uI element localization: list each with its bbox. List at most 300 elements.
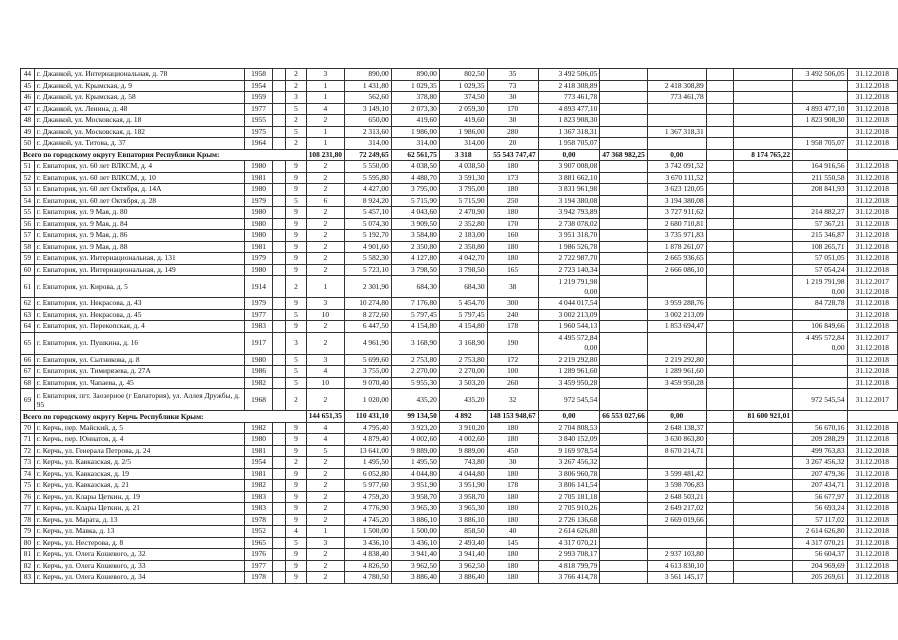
year-cell: 1979 <box>244 298 273 310</box>
cost-cell <box>706 321 733 333</box>
cost-fund-cell: 1 853 694,47 <box>647 321 706 333</box>
blank-cell <box>273 69 286 81</box>
blank-cell <box>273 138 286 150</box>
cost-cell <box>733 161 792 173</box>
cost-cell <box>600 514 648 526</box>
deadline-line-1: 31.12.2017 <box>855 276 889 286</box>
total-date-cell <box>793 149 848 161</box>
cost-cell <box>600 572 648 584</box>
cost-cell <box>600 115 648 127</box>
row-number-cell: 61 <box>21 276 35 298</box>
row-number-cell: 67 <box>21 366 35 378</box>
blank-cell <box>273 161 286 173</box>
deadline-cell <box>847 332 897 354</box>
year-cell: 1952 <box>244 526 273 538</box>
cost-fund-cell: 1 878 261,07 <box>647 241 706 253</box>
table-row <box>21 549 898 561</box>
cost-total-cell: 3 907 008,08 <box>538 161 600 173</box>
floors-cell: 9 <box>286 161 306 173</box>
area-residential-cell: 2 352,80 <box>439 218 487 230</box>
floors-cell: 9 <box>286 184 306 196</box>
subtotal-label: Всего по городскому округу Евпатория Республики Крым: <box>21 149 307 161</box>
table-row <box>21 526 898 538</box>
row-number-cell: 60 <box>21 264 35 276</box>
cost-total-cell: 1 823 908,30 <box>538 115 600 127</box>
floors-cell: 9 <box>286 572 306 584</box>
cost-total-cell: 2 993 708,17 <box>538 549 600 561</box>
area-living-cell: 2 753,80 <box>391 354 439 366</box>
cost-cell <box>706 207 733 219</box>
blank-cell <box>273 572 286 584</box>
cost-total-cell: 4 317 070,21 <box>538 537 600 549</box>
floors-cell: 5 <box>286 309 306 321</box>
blank-cell <box>273 115 286 127</box>
floors-cell: 2 <box>286 138 306 150</box>
cost-cell <box>600 230 648 242</box>
cost-cell <box>733 434 792 446</box>
area-living-cell: 3 958,70 <box>391 491 439 503</box>
residents-cell: 450 <box>487 445 538 457</box>
cost-total-line-2: 0,00 <box>584 343 598 352</box>
table-row <box>21 503 898 515</box>
row-number-cell: 51 <box>21 161 35 173</box>
floors-cell: 5 <box>286 537 306 549</box>
area-residential-cell: 374,50 <box>439 92 487 104</box>
area-total-cell: 5 074,30 <box>344 218 391 230</box>
cost-cell <box>600 138 648 150</box>
cost-total-cell: 1 289 961,60 <box>538 366 600 378</box>
area-residential-cell: 2 470,90 <box>439 207 487 219</box>
cost-owner-cell: 56 604,37 <box>793 549 848 561</box>
residents-cell: 100 <box>487 366 538 378</box>
address-cell: г. Евпатория, ул. 60 лет ВЛКСМ, д. 4 <box>34 161 244 173</box>
area-living-cell: 4 043,60 <box>391 207 439 219</box>
blank-cell <box>273 457 286 469</box>
cost-owner-cell: 207 434,71 <box>793 480 848 492</box>
cost-cell <box>600 332 648 354</box>
cost-cell <box>733 377 792 389</box>
cost-total-cell: 1 367 318,31 <box>538 126 600 138</box>
row-number-cell: 58 <box>21 241 35 253</box>
cost-fund-cell <box>647 69 706 81</box>
area-total-cell: 5 699,60 <box>344 354 391 366</box>
cost-cell <box>706 366 733 378</box>
row-number-cell: 68 <box>21 377 35 389</box>
area-total-cell: 5 550,00 <box>344 161 391 173</box>
area-residential-cell: 3 795,00 <box>439 184 487 196</box>
area-total-cell: 4 838,40 <box>344 549 391 561</box>
deadline-cell <box>847 276 897 298</box>
blank-cell <box>273 389 286 411</box>
entrances-cell: 1 <box>306 126 344 138</box>
area-living-cell: 1 986,00 <box>391 126 439 138</box>
table-row <box>21 298 898 310</box>
area-living-cell: 4 127,80 <box>391 253 439 265</box>
area-living-cell: 3 795,00 <box>391 184 439 196</box>
floors-cell: 9 <box>286 218 306 230</box>
cost-cell <box>733 560 792 572</box>
table-row <box>21 253 898 265</box>
cost-cell <box>706 354 733 366</box>
entrances-cell: 1 <box>306 526 344 538</box>
deadline-cell: 31.12.2018 <box>847 69 897 81</box>
cost-total-cell: 4 044 017,54 <box>538 298 600 310</box>
area-total-cell: 4 901,60 <box>344 241 391 253</box>
cost-total-cell: 2 704 808,53 <box>538 422 600 434</box>
area-living-cell: 9 889,00 <box>391 445 439 457</box>
area-total-cell: 8 272,60 <box>344 309 391 321</box>
table-row <box>21 354 898 366</box>
entrances-cell: 4 <box>306 422 344 434</box>
area-living-cell: 5 797,45 <box>391 309 439 321</box>
residents-cell: 160 <box>487 230 538 242</box>
area-residential-cell: 2 270,00 <box>439 366 487 378</box>
area-living-cell: 435,20 <box>391 389 439 411</box>
residents-cell: 20 <box>487 138 538 150</box>
year-cell: 1977 <box>244 560 273 572</box>
year-cell: 1986 <box>244 366 273 378</box>
cost-owner-cell: 214 882,27 <box>793 207 848 219</box>
cost-fund-cell: 2 649 217,02 <box>647 503 706 515</box>
area-total-cell: 4 780,50 <box>344 572 391 584</box>
entrances-cell: 2 <box>306 549 344 561</box>
row-number-cell: 72 <box>21 445 35 457</box>
address-cell: г. Евпатория, ул. Интернациональная, д. 149 <box>34 264 244 276</box>
area-total-cell: 6 447,50 <box>344 321 391 333</box>
address-cell: г. Керчь, ул. Олега Кошевого, д. 33 <box>34 560 244 572</box>
entrances-cell: 2 <box>306 207 344 219</box>
cost-cell <box>706 572 733 584</box>
deadline-cell: 31.12.2018 <box>847 526 897 538</box>
cost-cell <box>706 103 733 115</box>
cost-total-cell: 3 267 456,32 <box>538 457 600 469</box>
blank-cell <box>273 241 286 253</box>
table-row <box>21 572 898 584</box>
floors-cell: 9 <box>286 549 306 561</box>
blank-cell <box>273 207 286 219</box>
year-cell: 1954 <box>244 457 273 469</box>
residents-cell: 180 <box>487 514 538 526</box>
floors-cell: 9 <box>286 321 306 333</box>
cost-fund-cell: 8 670 214,71 <box>647 445 706 457</box>
cost-cell <box>600 560 648 572</box>
area-living-cell: 3 951,90 <box>391 480 439 492</box>
cost-cell <box>600 434 648 446</box>
area-residential-cell: 9 889,00 <box>439 445 487 457</box>
cost-cell <box>733 480 792 492</box>
deadline-cell: 31.12.2018 <box>847 366 897 378</box>
entrances-cell: 2 <box>306 389 344 411</box>
blank-cell <box>273 480 286 492</box>
year-cell: 1983 <box>244 503 273 515</box>
row-number-cell: 81 <box>21 549 35 561</box>
address-cell: г. Евпатория, пгт. Заозерное (г Евпатория), ул. Аллея Дружбы, д. 95 <box>34 389 244 411</box>
address-cell: г. Керчь, ул. Кавказская, д. 21 <box>34 480 244 492</box>
residents-cell: 38 <box>487 276 538 298</box>
area-living-cell: 3 962,50 <box>391 560 439 572</box>
total-area-cell: 99 134,50 <box>391 411 439 423</box>
floors-cell: 9 <box>286 207 306 219</box>
deadline-cell: 31.12.2018 <box>847 298 897 310</box>
area-total-cell: 314,00 <box>344 138 391 150</box>
row-number-cell: 71 <box>21 434 35 446</box>
cost-fund-cell: 1 367 318,31 <box>647 126 706 138</box>
blank-cell <box>273 377 286 389</box>
address-cell: г. Керчь, ул. Олега Кошевого, д. 32 <box>34 549 244 561</box>
cost-total-cell: 3 806 960,78 <box>538 468 600 480</box>
cost-cell <box>600 309 648 321</box>
cost-cell <box>706 537 733 549</box>
cost-owner-cell: 2 614 626,80 <box>793 526 848 538</box>
cost-total-cell: 3 492 506,05 <box>538 69 600 81</box>
area-total-cell: 4 427,00 <box>344 184 391 196</box>
area-living-cell: 5 715,90 <box>391 195 439 207</box>
row-number-cell: 83 <box>21 572 35 584</box>
cost-cell <box>733 366 792 378</box>
floors-cell: 2 <box>286 80 306 92</box>
table-row <box>21 184 898 196</box>
cost-owner-cell: 56 693,24 <box>793 503 848 515</box>
entrances-cell: 2 <box>306 172 344 184</box>
deadline-line-2: 31.12.2018 <box>855 343 889 352</box>
year-cell: 1977 <box>244 309 273 321</box>
area-residential-cell: 419,60 <box>439 115 487 127</box>
cost-cell <box>733 445 792 457</box>
area-residential-cell: 802,50 <box>439 69 487 81</box>
cost-owner-cell: 57 367,21 <box>793 218 848 230</box>
area-living-cell: 3 941,40 <box>391 549 439 561</box>
cost-fund-cell: 2 219 292,80 <box>647 354 706 366</box>
cost-owner-line-1: 4 495 572,84 <box>805 333 845 342</box>
address-cell: г. Керчь, ул. Нестерова, д. 8 <box>34 537 244 549</box>
deadline-line-1: 31.12.2017 <box>855 333 889 342</box>
floors-cell: 2 <box>286 69 306 81</box>
table-row <box>21 172 898 184</box>
blank-cell <box>273 230 286 242</box>
residents-cell: 30 <box>487 457 538 469</box>
deadline-cell: 31.12.2018 <box>847 309 897 321</box>
entrances-cell: 5 <box>306 445 344 457</box>
area-residential-cell: 684,30 <box>439 276 487 298</box>
cost-cell <box>600 80 648 92</box>
area-residential-cell: 4 002,60 <box>439 434 487 446</box>
total-residents-cell: 3 318 <box>439 149 487 161</box>
cost-cell <box>733 218 792 230</box>
entrances-cell: 2 <box>306 241 344 253</box>
table-row <box>21 537 898 549</box>
row-number-cell: 44 <box>21 69 35 81</box>
cost-fund-cell: 2 666 086,10 <box>647 264 706 276</box>
area-residential-cell: 4 044,80 <box>439 468 487 480</box>
cost-cell <box>733 389 792 411</box>
cost-fund-cell: 2 648 503,21 <box>647 491 706 503</box>
year-cell: 1978 <box>244 572 273 584</box>
entrances-cell: 2 <box>306 264 344 276</box>
cost-cell <box>706 264 733 276</box>
area-total-cell: 4 745,20 <box>344 514 391 526</box>
cost-cell <box>733 184 792 196</box>
area-residential-cell: 435,20 <box>439 389 487 411</box>
row-number-cell: 48 <box>21 115 35 127</box>
cost-fund-cell: 3 459 950,28 <box>647 377 706 389</box>
cost-cell <box>733 172 792 184</box>
cost-owner-cell <box>793 195 848 207</box>
blank-cell <box>273 366 286 378</box>
entrances-cell: 4 <box>306 103 344 115</box>
cost-cell <box>706 457 733 469</box>
residents-cell: 145 <box>487 537 538 549</box>
cost-fund-cell <box>647 138 706 150</box>
residents-cell: 170 <box>487 218 538 230</box>
blank-cell <box>273 560 286 572</box>
area-residential-cell: 3 941,40 <box>439 549 487 561</box>
address-cell: г. Евпатория, ул. Сытникова, д. 8 <box>34 354 244 366</box>
address-cell: г. Керчь, ул. Марата, д. 13 <box>34 514 244 526</box>
area-residential-cell: 2 183,00 <box>439 230 487 242</box>
cost-fund-cell <box>647 457 706 469</box>
entrances-cell: 2 <box>306 572 344 584</box>
floors-cell: 9 <box>286 264 306 276</box>
area-residential-cell: 3 886,10 <box>439 514 487 526</box>
cost-total-cell: 3 806 141,54 <box>538 480 600 492</box>
area-residential-cell: 3 962,50 <box>439 560 487 572</box>
cost-total-cell: 2 219 292,80 <box>538 354 600 366</box>
cost-cell <box>647 389 706 411</box>
row-number-cell: 74 <box>21 468 35 480</box>
residents-cell: 30 <box>487 115 538 127</box>
blank-cell <box>273 103 286 115</box>
area-living-cell: 3 436,10 <box>391 537 439 549</box>
cost-fund-cell <box>647 115 706 127</box>
table-row <box>21 103 898 115</box>
address-cell: г. Керчь, ул. Кавказская, д. 2/5 <box>34 457 244 469</box>
cost-cell <box>600 526 648 538</box>
entrances-cell: 2 <box>306 457 344 469</box>
row-number-cell: 54 <box>21 195 35 207</box>
entrances-cell: 3 <box>306 69 344 81</box>
year-cell: 1914 <box>244 276 273 298</box>
cost-cell <box>733 422 792 434</box>
cost-cell <box>733 503 792 515</box>
cost-cell <box>733 80 792 92</box>
year-cell: 1983 <box>244 321 273 333</box>
year-cell: 1979 <box>244 195 273 207</box>
residents-cell: 178 <box>487 480 538 492</box>
total-cost-cell <box>706 411 733 423</box>
entrances-cell: 3 <box>306 537 344 549</box>
entrances-cell: 2 <box>306 230 344 242</box>
area-residential-cell: 858,50 <box>439 526 487 538</box>
area-residential-cell: 3 951,90 <box>439 480 487 492</box>
area-total-cell: 10 274,80 <box>344 298 391 310</box>
table-row <box>21 161 898 173</box>
area-residential-cell: 4 154,80 <box>439 321 487 333</box>
total-area-cell: 108 231,80 <box>306 149 344 161</box>
cost-total-line-1: 4 495 572,84 <box>558 333 598 342</box>
deadline-cell: 31.12.2018 <box>847 422 897 434</box>
cost-total-cell: 2 614 626,80 <box>538 526 600 538</box>
cost-total-cell: 3 951 318,70 <box>538 230 600 242</box>
cost-cell <box>733 332 792 354</box>
row-number-cell: 65 <box>21 332 35 354</box>
area-living-cell: 3 886,10 <box>391 514 439 526</box>
cost-fund-cell: 773 461,78 <box>647 92 706 104</box>
cost-fund-cell: 4 613 830,10 <box>647 560 706 572</box>
cost-cell <box>706 560 733 572</box>
cost-cell <box>600 126 648 138</box>
cost-cell <box>706 172 733 184</box>
year-cell: 1981 <box>244 241 273 253</box>
entrances-cell: 1 <box>306 92 344 104</box>
cost-cell <box>706 161 733 173</box>
year-cell: 1979 <box>244 253 273 265</box>
row-number-cell: 64 <box>21 321 35 333</box>
subtotal-row <box>21 149 898 161</box>
year-cell: 1968 <box>244 389 273 411</box>
area-living-cell: 5 955,30 <box>391 377 439 389</box>
address-cell: г. Евпатория, ул. 60 лет Октября, д. 14А <box>34 184 244 196</box>
residents-cell: 30 <box>487 92 538 104</box>
address-cell: г. Евпатория, ул. Некрасова, д. 43 <box>34 298 244 310</box>
area-residential-cell: 3 958,70 <box>439 491 487 503</box>
area-total-cell: 1 431,80 <box>344 80 391 92</box>
blank-cell <box>273 218 286 230</box>
blank-cell <box>273 276 286 298</box>
cost-fund-cell: 3 630 863,80 <box>647 434 706 446</box>
area-total-cell: 3 149,10 <box>344 103 391 115</box>
area-total-cell: 5 595,80 <box>344 172 391 184</box>
subtotal-label: Всего по городскому округу Керчь Республики Крым: <box>21 411 307 423</box>
address-cell: г. Евпатория, ул. Чапаева, д. 45 <box>34 377 244 389</box>
entrances-cell: 2 <box>306 514 344 526</box>
entrances-cell: 10 <box>306 377 344 389</box>
table-body <box>21 69 898 584</box>
area-residential-cell: 5 454,70 <box>439 298 487 310</box>
address-cell: г. Керчь, ул. Генерала Петрова, д. 24 <box>34 445 244 457</box>
residents-cell: 178 <box>487 321 538 333</box>
address-cell: г. Керчь, ул. Клары Цеткин, д. 21 <box>34 503 244 515</box>
floors-cell: 9 <box>286 298 306 310</box>
cost-cell <box>647 332 706 354</box>
table-row <box>21 276 898 298</box>
blank-cell <box>273 354 286 366</box>
deadline-cell: 31.12.2018 <box>847 572 897 584</box>
cost-cell <box>733 207 792 219</box>
blank-cell <box>273 309 286 321</box>
cost-cell <box>706 491 733 503</box>
area-residential-cell: 2 059,30 <box>439 103 487 115</box>
area-living-cell: 4 044,80 <box>391 468 439 480</box>
area-total-cell: 8 924,20 <box>344 195 391 207</box>
cost-total-cell: 4 893 477,10 <box>538 103 600 115</box>
cost-cell <box>733 138 792 150</box>
row-number-cell: 66 <box>21 354 35 366</box>
table-row <box>21 138 898 150</box>
cost-total-cell: 3 840 152,09 <box>538 434 600 446</box>
area-total-cell: 1 500,00 <box>344 526 391 538</box>
area-living-cell: 4 488,70 <box>391 172 439 184</box>
cost-fund-cell: 3 727 911,62 <box>647 207 706 219</box>
year-cell: 1975 <box>244 126 273 138</box>
floors-cell: 2 <box>286 115 306 127</box>
area-living-cell: 2 350,80 <box>391 241 439 253</box>
area-living-cell: 7 176,80 <box>391 298 439 310</box>
address-cell: г. Евпатория, ул. Тимирязева, д. 27А <box>34 366 244 378</box>
area-residential-cell: 3 591,30 <box>439 172 487 184</box>
cost-cell <box>600 103 648 115</box>
year-cell: 1982 <box>244 377 273 389</box>
row-number-cell: 79 <box>21 526 35 538</box>
